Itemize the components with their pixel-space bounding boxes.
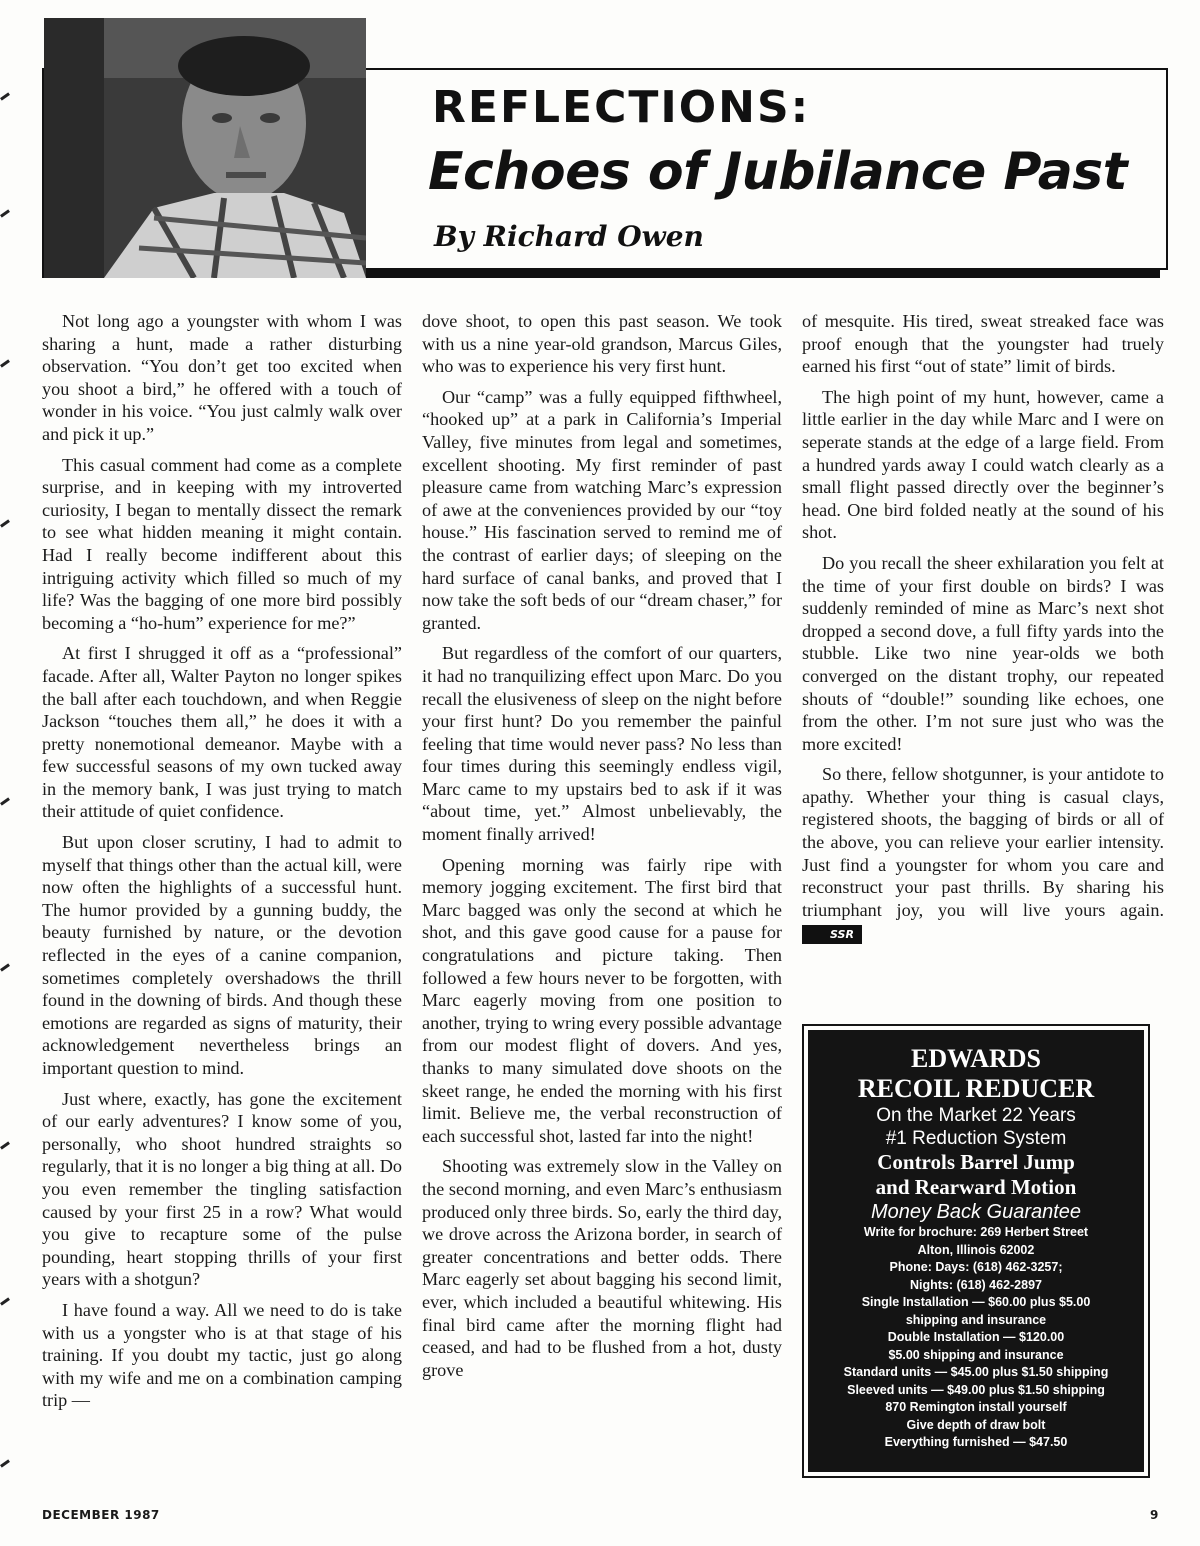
margin-tick xyxy=(0,359,10,367)
ad-line: On the Market 22 Years xyxy=(876,1105,1076,1126)
margin-tick xyxy=(0,1459,10,1467)
author-photo xyxy=(44,18,366,278)
ad-detail: Sleeved units — $49.00 plus $1.50 shipping xyxy=(847,1382,1105,1397)
article-column-3 xyxy=(802,310,1164,952)
paragraph: I have found a way. All we need to do is take with us a yongster who is at that stage of his training. If you doubt my tactic, just go along with my wife and me on a combination camping trip — xyxy=(42,1299,402,1411)
margin-tick xyxy=(0,519,10,527)
article-column-2 xyxy=(422,310,782,1389)
ad-line: #1 Reduction System xyxy=(885,1128,1067,1149)
paragraph: Shooting was extremely slow in the Valley on the second morning, and even Marc’s enthusiasm produced only three birds. So, early the third day, we drove across the Arizona border, in search of greater concentrations and better odds. There Marc eagerly set about bagging his second limit, ever, which included a beautiful whitewing. His final bird came after the morning flight had ceased, and had to be flushed from a hot, dusty grove xyxy=(422,1156,782,1380)
advertisement-box xyxy=(808,1030,1144,1472)
ad-detail: shipping and insurance xyxy=(905,1312,1047,1327)
paragraph: dove shoot, to open this past season. We took with us a nine year-old grandson, Marcus Giles, who was to experience his very first hunt. xyxy=(422,311,782,377)
ad-detail: Double Installation — $120.00 xyxy=(887,1330,1065,1344)
ad-detail: 870 Remington install yourself xyxy=(885,1400,1067,1414)
paragraph-final xyxy=(802,763,1164,944)
article-byline: By Richard Owen xyxy=(434,220,704,253)
ad-detail: Single Installation — $60.00 plus $5.00 xyxy=(861,1295,1091,1309)
final-paragraph-text: So there, fellow shotgunner, is your antidote to apathy. Whether your thing is casual clays, registered shoots, the bagging of birds or all of the above, you can relieve your earlier intensity. Just find a youngster for whom you care and reconstruct your past thrills. By sharing his triumphant joy, you will live yours again. xyxy=(802,764,1164,920)
paragraph: This casual comment had come as a complete surprise, and in keeping with my introverted curiosity, I began to mentally dissect the remark to see what hidden meaning it might contain. Had I really become indifferent about this intriguing activity which filled so much of my life? Was the bagging of one more bird possibly becoming a “ho-hum” experience for me?” xyxy=(42,454,402,633)
margin-tick xyxy=(0,209,10,217)
margin-tick xyxy=(0,1141,10,1149)
ad-detail: Give depth of draw bolt xyxy=(906,1417,1046,1432)
ad-detail: Nights: (618) 462-2897 xyxy=(909,1277,1042,1292)
ad-line: and Rearward Motion xyxy=(875,1175,1077,1199)
paragraph: Do you recall the sheer exhilaration you felt at the time of your first double on birds? I was suddenly reminded of mine as Marc’s next shot dropped a second dove, a full fifty yards into the stubble. Like two nine year-olds we both converged on the distant trophy, our repeated shouts of “double!” sounding like echoes, one from the other. I’m not sure just who was the more excited! xyxy=(802,552,1164,754)
paragraph: Just where, exactly, has gone the excitement of our early adventures? I know some of you, personally, who shoot hundred straights so regularly, that it is no longer a big thing at all. Do you even remember the tingling satisfaction caused by your first 25 in a row? What would you give to recapture some of the pulse pounding, heart stopping thrills of your first years with a shotgun? xyxy=(42,1088,402,1290)
margin-tick xyxy=(0,797,10,805)
ad-detail: Phone: Days: (618) 462-3257; xyxy=(889,1260,1063,1274)
article-headline: Echoes of Jubilance Past xyxy=(428,142,1128,202)
ad-detail: Everything furnished — $47.50 xyxy=(884,1435,1068,1449)
paragraph: The high point of my hunt, however, came a little earlier in the day while Marc and I were on seperate stands at the edge of a large field. From a hundred yards away I could watch clearly as a small flight passed directly over the beginner’s head. One bird folded neatly at the sound of his shot. xyxy=(802,386,1164,543)
margin-tick xyxy=(0,92,10,100)
paragraph: At first I shrugged it off as a “professional” facade. After all, Walter Payton no longer spikes the ball after each touchdown, and when Reggie Jackson “touches them all,” he does it with a pretty nonemotional demeanor. Maybe with a few successful seasons of my own tucked away in the memory bank, I was just trying to match their attitude of quiet confidence. xyxy=(42,643,402,822)
page-number: 9 xyxy=(1150,1508,1159,1522)
paragraph: Not long ago a youngster with whom I was sharing a hunt, made a rather disturbing observation. “You don’t get too excited when you shoot a bird,” he offered with a touch of wonder in his voice. “You just calmly walk over and pick it up.” xyxy=(42,311,402,444)
paragraph: Our “camp” was a fully equipped fifthwheel, “hooked up” at a park in California’s Imperial Valley, five minutes from legal and sometimes, excellent shooting. My first reminder of past pleasure came from watching Marc’s expression of awe at the conveniences provided by our “toy house.” His fascination served to remind me of the contrast of earlier days; of sleeping on the hard surface of canal banks, and proved that I now take the soft beds of our “dream chaser,” for granted. xyxy=(422,386,782,633)
ad-title-line-2: RECOIL REDUCER xyxy=(857,1074,1095,1103)
article-kicker: REFLECTIONS: xyxy=(432,82,811,133)
ad-detail: $5.00 shipping and insurance xyxy=(888,1347,1064,1362)
end-mark-logo: SSR xyxy=(802,925,862,944)
ad-line: Controls Barrel Jump xyxy=(877,1150,1075,1174)
author-portrait-image xyxy=(44,18,366,278)
ad-detail: Write for brochure: 269 Herbert Street xyxy=(863,1225,1089,1239)
margin-tick xyxy=(0,963,10,971)
ad-detail: Standard units — $45.00 plus $1.50 shipping xyxy=(843,1365,1109,1379)
paragraph: of mesquite. His tired, sweat streaked face was proof enough that the youngster had truely earned his first “out of state” limit of birds. xyxy=(802,311,1164,377)
paragraph: But regardless of the comfort of our quarters, it had no tranquilizing effect upon Marc. Do you recall the elusiveness of sleep on the night before your first hunt? Do you remember the painful feeling that time would never pass? No less than four times during this seemingly endless vigil, Marc came to my upstairs bed to ask if it was “about time, yet.” Almost unbelievably, the moment finally arrived! xyxy=(422,643,782,845)
ad-line: Money Back Guarantee xyxy=(870,1201,1082,1223)
article-column-1 xyxy=(42,310,402,1420)
issue-date: DECEMBER 1987 xyxy=(42,1508,160,1522)
paragraph: But upon closer scrutiny, I had to admit to myself that things other than the actual kill, were now often the highlights of a successful hunt. The humor provided by a gunning buddy, the beauty furnished by nature, or the devotion reflected in the eyes of a canine companion, sometimes completely overshadows the thrill found in the downing of birds. And though these emotions are regarded as signs of maturity, their acknowledgement nevertheless brings an important question to mind. xyxy=(42,832,402,1078)
margin-tick xyxy=(0,1297,10,1305)
ad-title-line-1: EDWARDS xyxy=(910,1044,1042,1073)
paragraph: Opening morning was fairly ripe with memory jogging excitement. The first bird that Marc bagged was only the second at which he shot, and this gave good cause for a pause for congratulations and picture taking. Then followed a few hours never to be forgotten, with Marc eagerly moving from one position to another, trying to wring every possible advantage from our modest flight of dovers. And yes, thanks to many simulated dove shoots on the skeet range, he ended the morning with his first limit. Believe me, the verbal reconstruction of each successful shot, lasted far into the night! xyxy=(422,854,782,1146)
ad-detail: Alton, Illinois 62002 xyxy=(917,1242,1035,1257)
